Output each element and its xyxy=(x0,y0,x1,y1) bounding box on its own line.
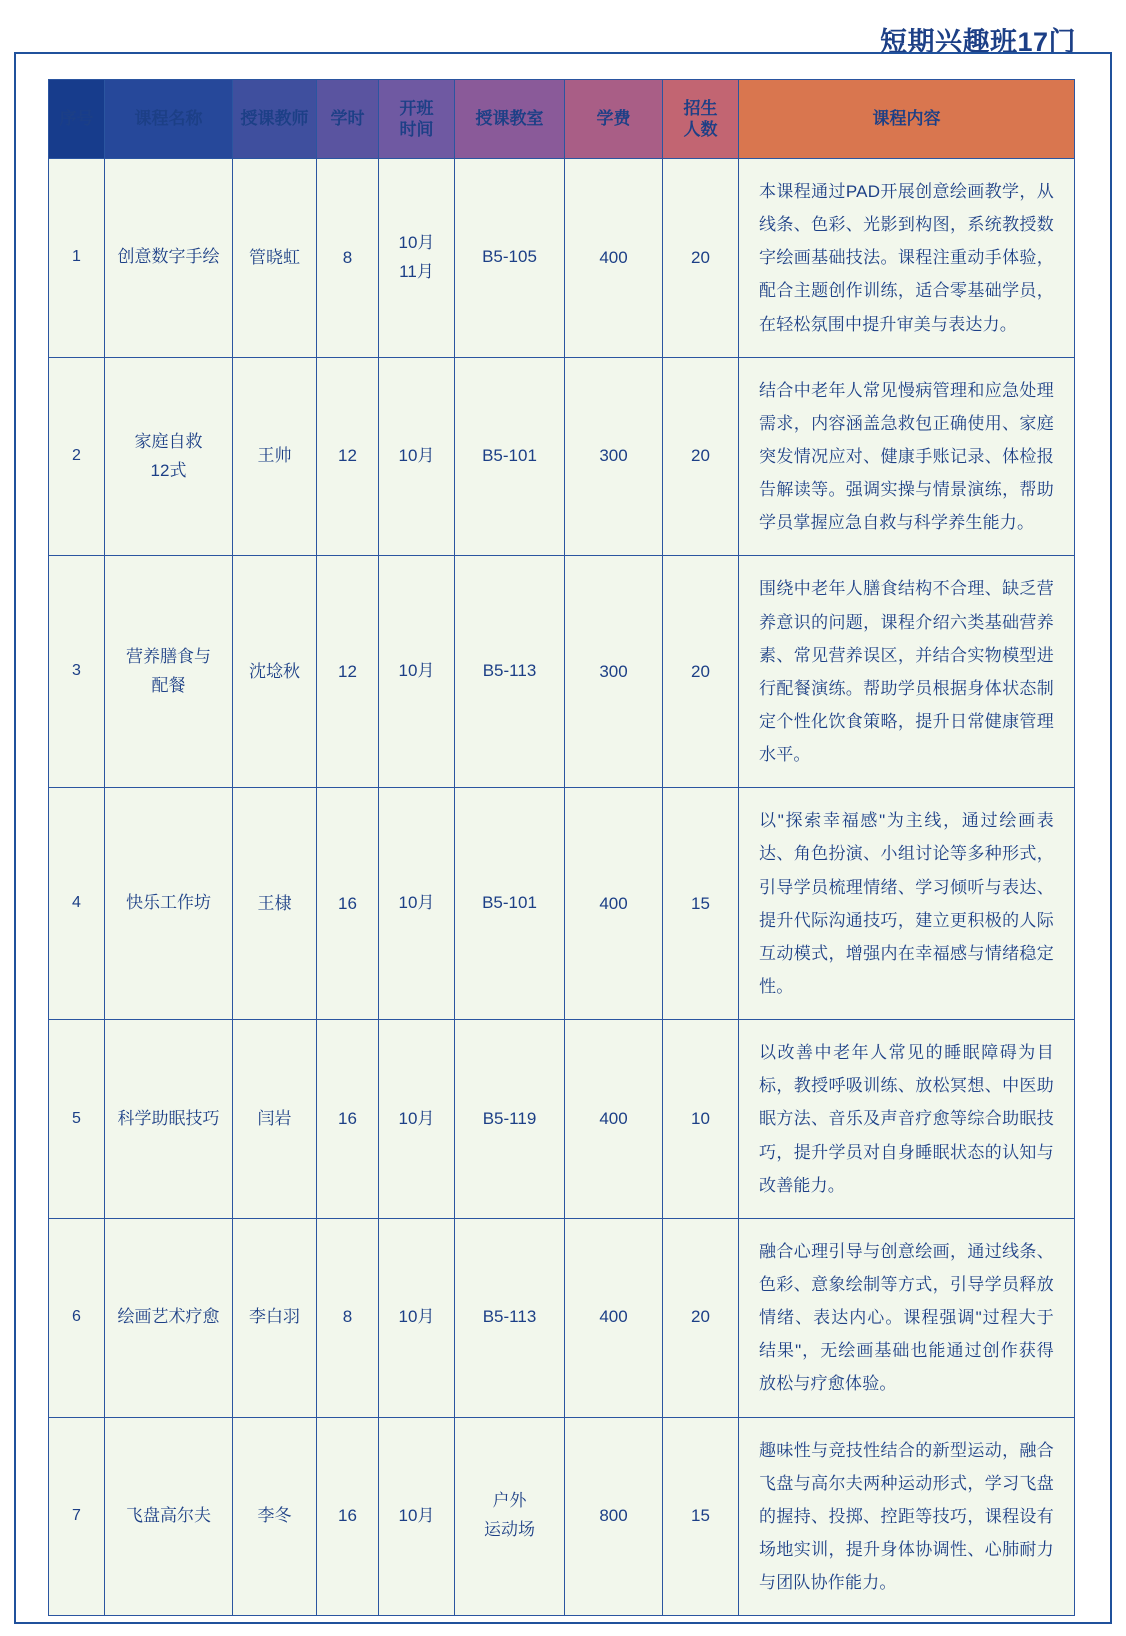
cell-course-name-line: 绘画艺术疗愈 xyxy=(117,1307,220,1327)
column-header-classroom: 授课教室 xyxy=(455,80,565,159)
course-table xyxy=(48,79,1075,1616)
cell-quota: 20 xyxy=(663,1218,739,1417)
cell-quota: 15 xyxy=(663,788,739,1020)
cell-start-time xyxy=(379,788,455,1020)
cell-content: 以改善中老年人常见的睡眠障碍为目标，教授呼吸训练、放松冥想、中医助眠方法、音乐及声音疗愈等综合助眠技巧，提升学员对自身睡眠状态的认知与改善能力。 xyxy=(739,1020,1075,1219)
cell-start-time-line: 10月 xyxy=(398,1505,435,1525)
cell-fee: 400 xyxy=(565,788,663,1020)
cell-hours: 8 xyxy=(317,159,379,358)
column-header-hours: 学时 xyxy=(317,80,379,159)
cell-start-time xyxy=(379,556,455,788)
cell-course-name-line: 创意数字手绘 xyxy=(117,247,220,267)
column-header-index: 序号 xyxy=(49,80,105,159)
cell-fee: 400 xyxy=(565,1218,663,1417)
column-header-course-name: 课程名称 xyxy=(105,80,233,159)
cell-index: 5 xyxy=(49,1020,105,1219)
cell-classroom xyxy=(455,1020,565,1219)
course-table-wrapper xyxy=(48,79,1078,1616)
cell-course-name xyxy=(105,1020,233,1219)
cell-start-time-line: 10月 xyxy=(398,1108,435,1128)
cell-start-time xyxy=(379,1218,455,1417)
cell-classroom-line: B5-101 xyxy=(482,446,537,466)
cell-start-time-line: 10月 xyxy=(398,446,435,466)
cell-classroom-line: B5-113 xyxy=(482,661,537,681)
cell-start-time-line: 10月 xyxy=(398,1307,435,1327)
cell-content: 围绕中老年人膳食结构不合理、缺乏营养意识的问题，课程介绍六类基础营养素、常见营养误区，并结合实物模型进行配餐演练。帮助学员根据身体状态制定个性化饮食策略，提升日常健康管理水平。 xyxy=(739,556,1075,788)
cell-hours: 16 xyxy=(317,1020,379,1219)
column-header-start-time-line2: 时间 xyxy=(399,120,434,139)
cell-start-time-line: 10月 xyxy=(398,893,435,913)
cell-content: 趣味性与竞技性结合的新型运动，融合飞盘与高尔夫两种运动形式，学习飞盘的握持、投掷、控距等技巧，课程设有场地实训，提升身体协调性、心肺耐力与团队协作能力。 xyxy=(739,1417,1075,1616)
cell-quota: 10 xyxy=(663,1020,739,1219)
cell-content: 本课程通过PAD开展创意绘画教学，从线条、色彩、光影到构图，系统教授数字绘画基础技法。课程注重动手体验，配合主题创作训练，适合零基础学员，在轻松氛围中提升审美与表达力。 xyxy=(739,159,1075,358)
cell-classroom-line: 运动场 xyxy=(484,1520,535,1540)
cell-teacher: 闫岩 xyxy=(233,1020,317,1219)
cell-fee: 300 xyxy=(565,357,663,556)
table-row xyxy=(49,1218,1075,1417)
cell-quota: 20 xyxy=(663,357,739,556)
table-row xyxy=(49,1417,1075,1616)
page-title: 短期兴趣班17门 xyxy=(879,27,1076,57)
table-header-row xyxy=(49,80,1075,159)
cell-classroom xyxy=(455,357,565,556)
cell-hours: 12 xyxy=(317,357,379,556)
table-body xyxy=(49,159,1075,1616)
cell-start-time-line: 10月 xyxy=(398,232,435,252)
cell-classroom xyxy=(455,1417,565,1616)
table-header xyxy=(49,80,1075,159)
cell-hours: 8 xyxy=(317,1218,379,1417)
column-header-quota-line1: 招生 xyxy=(683,98,718,118)
cell-course-name-line: 飞盘高尔夫 xyxy=(126,1505,211,1525)
cell-index: 6 xyxy=(49,1218,105,1417)
cell-quota: 20 xyxy=(663,556,739,788)
cell-classroom-line: B5-119 xyxy=(482,1108,537,1128)
cell-start-time xyxy=(379,1020,455,1219)
cell-start-time xyxy=(379,159,455,358)
cell-course-name xyxy=(105,556,233,788)
cell-classroom xyxy=(455,159,565,358)
cell-index: 3 xyxy=(49,556,105,788)
cell-content: 结合中老年人常见慢病管理和应急处理需求，内容涵盖急救包正确使用、家庭突发情况应对、健康手账记录、体检报告解读等。强调实操与情景演练，帮助学员掌握应急自救与科学养生能力。 xyxy=(739,357,1075,556)
page-title-bar xyxy=(22,14,1104,69)
cell-classroom xyxy=(455,788,565,1020)
column-header-start-time-line1: 开班 xyxy=(399,98,434,118)
cell-index: 7 xyxy=(49,1417,105,1616)
cell-course-name-line: 配餐 xyxy=(151,675,186,695)
cell-classroom-line: 户外 xyxy=(492,1491,527,1511)
cell-course-name xyxy=(105,1417,233,1616)
cell-quota: 15 xyxy=(663,1417,739,1616)
column-header-content: 课程内容 xyxy=(739,80,1075,159)
cell-start-time xyxy=(379,357,455,556)
cell-course-name xyxy=(105,357,233,556)
cell-quota: 20 xyxy=(663,159,739,358)
cell-hours: 16 xyxy=(317,788,379,1020)
cell-course-name xyxy=(105,1218,233,1417)
table-row xyxy=(49,556,1075,788)
cell-course-name xyxy=(105,159,233,358)
cell-hours: 16 xyxy=(317,1417,379,1616)
cell-teacher: 管晓虹 xyxy=(233,159,317,358)
cell-teacher: 李白羽 xyxy=(233,1218,317,1417)
cell-start-time-line: 10月 xyxy=(398,661,435,681)
cell-content: 以"探索幸福感"为主线，通过绘画表达、角色扮演、小组讨论等多种形式，引导学员梳理情绪、学习倾听与表达、提升代际沟通技巧，建立更积极的人际互动模式，增强内在幸福感与情绪稳定性。 xyxy=(739,788,1075,1020)
column-header-quota xyxy=(663,80,739,159)
cell-fee: 400 xyxy=(565,159,663,358)
cell-classroom-line: B5-101 xyxy=(482,893,537,913)
cell-start-time-line: 11月 xyxy=(399,261,434,281)
table-row xyxy=(49,159,1075,358)
cell-classroom-line: B5-105 xyxy=(482,247,537,267)
cell-teacher: 沈埝秋 xyxy=(233,556,317,788)
cell-course-name-line: 营养膳食与 xyxy=(126,646,211,666)
table-row xyxy=(49,357,1075,556)
column-header-start-time xyxy=(379,80,455,159)
cell-index: 4 xyxy=(49,788,105,1020)
cell-teacher: 李冬 xyxy=(233,1417,317,1616)
cell-classroom-line: B5-113 xyxy=(482,1307,537,1327)
cell-fee: 800 xyxy=(565,1417,663,1616)
table-row xyxy=(49,788,1075,1020)
cell-teacher: 王帅 xyxy=(233,357,317,556)
table-row xyxy=(49,1020,1075,1219)
cell-index: 1 xyxy=(49,159,105,358)
cell-teacher: 王棣 xyxy=(233,788,317,1020)
cell-fee: 300 xyxy=(565,556,663,788)
column-header-fee: 学费 xyxy=(565,80,663,159)
cell-start-time xyxy=(379,1417,455,1616)
cell-content: 融合心理引导与创意绘画，通过线条、色彩、意象绘制等方式，引导学员释放情绪、表达内心。课程强调"过程大于结果"，无绘画基础也能通过创作获得放松与疗愈体验。 xyxy=(739,1218,1075,1417)
cell-classroom xyxy=(455,1218,565,1417)
cell-hours: 12 xyxy=(317,556,379,788)
column-header-teacher: 授课教师 xyxy=(233,80,317,159)
cell-index: 2 xyxy=(49,357,105,556)
cell-course-name xyxy=(105,788,233,1020)
cell-course-name-line: 科学助眠技巧 xyxy=(117,1108,220,1128)
cell-fee: 400 xyxy=(565,1020,663,1219)
cell-course-name-line: 12式 xyxy=(150,460,187,480)
cell-course-name-line: 家庭自救 xyxy=(134,431,203,451)
column-header-quota-line2: 人数 xyxy=(683,120,718,139)
cell-course-name-line: 快乐工作坊 xyxy=(126,893,211,913)
cell-classroom xyxy=(455,556,565,788)
